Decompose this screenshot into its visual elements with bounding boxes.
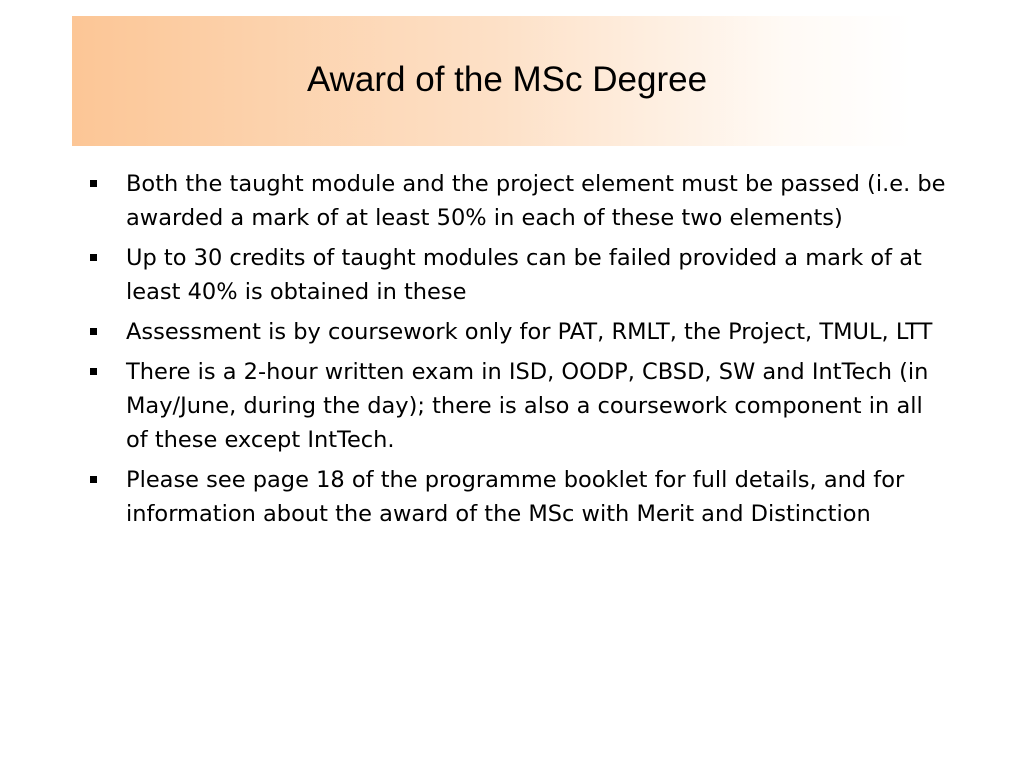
square-bullet-icon: [90, 476, 97, 483]
list-item: [80, 315, 950, 349]
bullet-list: [80, 167, 950, 537]
bullet-text: Please see page 18 of the programme booklet for full details, and for information about the award of the MSc with Merit and Distinction: [126, 467, 905, 527]
list-item: [80, 463, 950, 531]
list-item: [80, 355, 950, 457]
bullet-text: Up to 30 credits of taught modules can be failed provided a mark of at least 40% is obtained in these: [126, 245, 922, 305]
bullet-text: There is a 2-hour written exam in ISD, OODP, CBSD, SW and IntTech (in May/June, during the day); there is also a coursework component in all of these except IntTech.: [126, 359, 929, 453]
bullet-text: Both the taught module and the project element must be passed (i.e. be awarded a mark of at least 50% in each of these two elements): [126, 171, 946, 231]
square-bullet-icon: [90, 368, 97, 375]
square-bullet-icon: [90, 328, 97, 335]
slide-title: Award of the MSc Degree: [306, 60, 708, 99]
list-item: [80, 241, 950, 309]
square-bullet-icon: [90, 180, 97, 187]
bullet-text: Assessment is by coursework only for PAT, RMLT, the Project, TMUL, LTT: [126, 319, 933, 345]
square-bullet-icon: [90, 254, 97, 261]
list-item: [80, 167, 950, 235]
